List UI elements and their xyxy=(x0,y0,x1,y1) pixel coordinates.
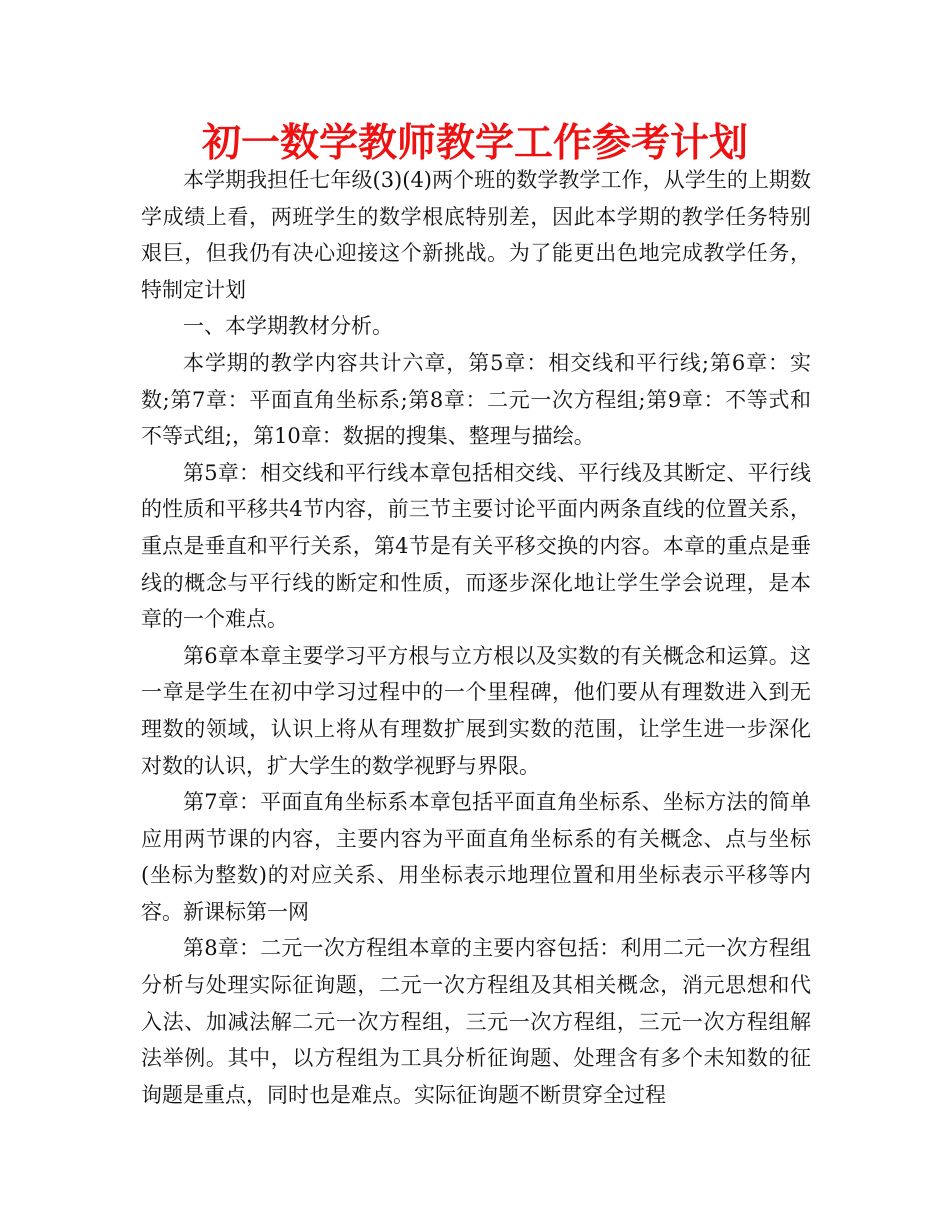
paragraph-intro: 本学期我担任七年级(3)(4)两个班的数学教学工作，从学生的上期数学成绩上看，两班学生的数学根底特别差，因此本学期的教学任务特别艰巨，但我仍有决心迎接这个新挑战。为了能更出色地完成教学任务，特制定计划 xyxy=(141,168,811,302)
paragraph-section-heading: 一、本学期教材分析。 xyxy=(183,314,393,339)
document-body xyxy=(141,162,811,1113)
paragraph-content-overview: 本学期的教学内容共计六章，第5章：相交线和平行线;第6章：实数;第7章：平面直角坐标系;第8章：二元一次方程组;第9章：不等式和不等式组;，第10章：数据的搜集、整理与描绘。 xyxy=(141,350,811,449)
paragraph-chapter-5: 第5章：相交线和平行线本章包括相交线、平行线及其断定、平行线的性质和平移共4节内容，前三节主要讨论平面内两条直线的位置关系，重点是垂直和平行关系，第4节是有关平移交换的内容。本章的重点是垂线的概念与平行线的断定和性质，而逐步深化地让学生学会说理，是本章的一个难点。 xyxy=(141,460,811,632)
paragraph-chapter-6: 第6章本章主要学习平方根与立方根以及实数的有关概念和运算。这一章是学生在初中学习过程中的一个里程碑，他们要从有理数进入到无理数的领域，认识上将从有理数扩展到实数的范围，让学生进一步深化对数的认识，扩大学生的数学视野与界限。 xyxy=(141,643,811,778)
paragraph-chapter-8: 第8章：二元一次方程组本章的主要内容包括：利用二元一次方程组分析与处理实际征询题，二元一次方程组及其相关概念，消元思想和代入法、加减法解二元一次方程组，三元一次方程组，三元一次方程组解法举例。其中，以方程组为工具分析征询题、处理含有多个未知数的征询题是重点，同时也是难点。实际征询题不断贯穿全过程 xyxy=(141,936,811,1107)
document-title: 初一数学教师教学工作参考计划 xyxy=(201,121,748,166)
paragraph-chapter-7: 第7章：平面直角坐标系本章包括平面直角坐标系、坐标方法的简单应用两节课的内容，主要内容为平面直角坐标系的有关概念、点与坐标(坐标为整数)的对应关系、用坐标表示地理位置和用坐标表示平移等内容。新课标第一网 xyxy=(141,790,811,924)
